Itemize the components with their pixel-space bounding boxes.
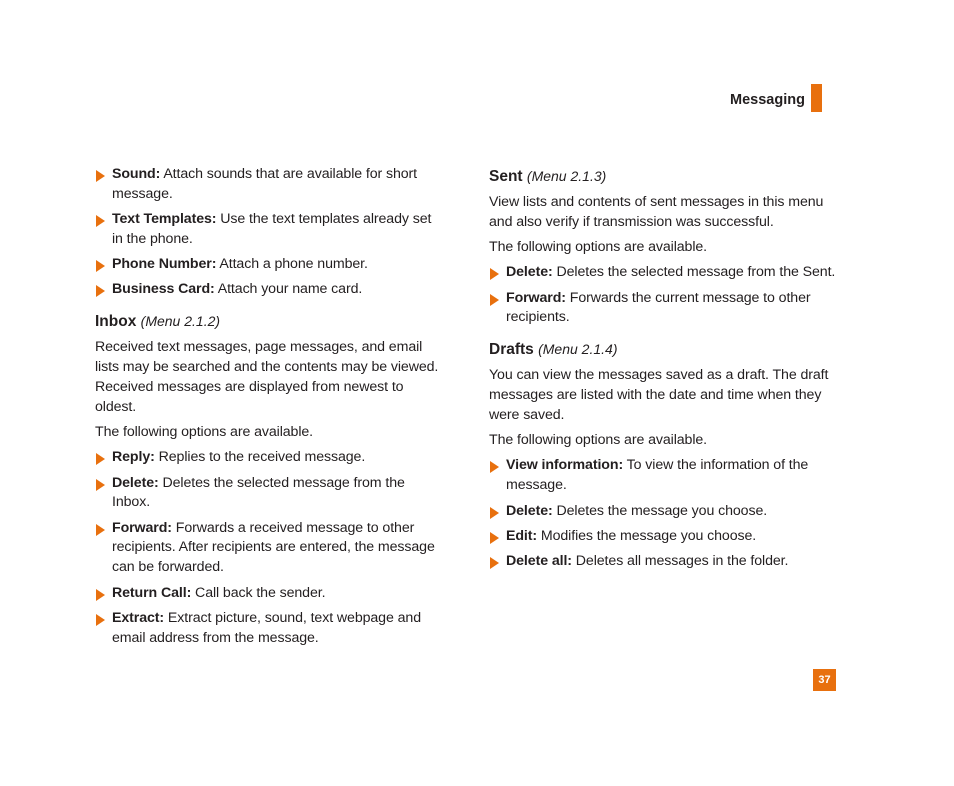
bullet-arrow-icon	[490, 507, 499, 519]
option-text: Deletes all messages in the folder.	[571, 553, 789, 570]
bullet-arrow-icon	[490, 461, 499, 473]
option-text: Use the text templates already set in the phone.	[112, 211, 432, 247]
option-text: Attach a phone number.	[216, 256, 368, 273]
section-tab-marker	[811, 84, 822, 112]
drafts-description: You can view the messages saved as a draft. The draft messages are listed with the date and time when they were saved.	[489, 367, 829, 423]
options-intro: The following options are available.	[489, 239, 708, 256]
menu-reference: (Menu 2.1.4)	[538, 341, 618, 358]
option-term: Business Card:	[112, 281, 215, 298]
heading-title: Inbox	[95, 313, 137, 331]
section-title: Messaging	[730, 92, 805, 108]
list-item	[489, 456, 839, 496]
page-number: 37	[813, 669, 836, 691]
option-text: Attach sounds that are available for short message.	[112, 166, 418, 202]
option-term: Delete all:	[506, 553, 572, 570]
option-term: Delete:	[506, 264, 553, 281]
bullet-arrow-icon	[96, 215, 105, 227]
bullet-arrow-icon	[490, 268, 499, 280]
option-text: Deletes the message you choose.	[552, 502, 768, 519]
right-column	[489, 165, 839, 577]
list-item	[95, 474, 440, 514]
list-item	[489, 502, 839, 522]
bullet-arrow-icon	[96, 589, 105, 601]
section-header	[730, 84, 822, 112]
menu-reference: (Menu 2.1.2)	[140, 313, 221, 330]
left-column	[95, 165, 440, 654]
options-intro: The following options are available.	[489, 432, 708, 449]
option-term: Text Templates:	[112, 211, 217, 228]
option-term: Delete:	[506, 502, 553, 519]
list-item	[489, 289, 839, 329]
option-text: Extract picture, sound, text webpage and email address from the message.	[112, 609, 421, 646]
drafts-heading	[489, 338, 839, 361]
list-item	[95, 584, 440, 604]
sent-heading	[489, 165, 839, 188]
options-intro: The following options are available.	[95, 423, 314, 440]
option-text: Call back the sender.	[191, 584, 326, 601]
heading-title: Drafts	[489, 341, 534, 359]
menu-reference: (Menu 2.1.3)	[526, 168, 607, 184]
bullet-arrow-icon	[490, 557, 499, 569]
bullet-arrow-icon	[96, 614, 105, 626]
option-term: Phone Number:	[112, 256, 217, 273]
option-text: Attach your name card.	[214, 281, 363, 298]
option-term: Sound:	[112, 166, 161, 182]
option-term: Reply:	[112, 449, 155, 466]
list-item	[95, 255, 440, 275]
option-term: Extract:	[112, 609, 165, 626]
bullet-arrow-icon	[96, 453, 105, 465]
bullet-arrow-icon	[96, 260, 105, 272]
option-text: Modifies the message you choose.	[537, 527, 757, 544]
heading-title: Sent	[489, 168, 523, 185]
bullet-arrow-icon	[96, 524, 105, 536]
list-item	[489, 527, 839, 547]
inbox-description: Received text messages, page messages, and email lists may be searched and the contents may be viewed. Received messages are displayed from newest to oldest.	[95, 339, 439, 415]
bullet-arrow-icon	[96, 479, 105, 491]
bullet-arrow-icon	[96, 285, 105, 297]
list-item	[95, 519, 440, 578]
list-item	[95, 280, 440, 300]
list-item	[95, 448, 440, 468]
option-text: To view the information of the message.	[506, 457, 809, 494]
option-text: Deletes the selected message from the Inbox.	[112, 474, 405, 511]
option-text: Forwards a received message to other recipients. After recipients are entered, the message can be forwarded.	[112, 519, 435, 576]
list-item	[95, 609, 440, 649]
option-text: Replies to the received message.	[154, 449, 366, 466]
sent-description: View lists and contents of sent messages in this menu and also verify if transmission was successful.	[489, 194, 824, 230]
option-term: Edit:	[506, 527, 538, 544]
list-item	[489, 552, 839, 572]
option-term: Return Call:	[112, 584, 192, 601]
bullet-arrow-icon	[490, 532, 499, 544]
list-item	[95, 165, 440, 205]
option-term: Forward:	[506, 289, 566, 306]
inbox-heading	[95, 310, 440, 333]
option-term: View information:	[506, 457, 624, 474]
option-text: Deletes the selected message from the Sent.	[552, 264, 836, 281]
list-item	[489, 263, 839, 283]
option-term: Forward:	[112, 519, 172, 536]
list-item	[95, 210, 440, 250]
option-text: Forwards the current message to other recipients.	[506, 289, 811, 326]
bullet-arrow-icon	[96, 170, 105, 182]
option-term: Delete:	[112, 474, 159, 491]
bullet-arrow-icon	[490, 294, 499, 306]
